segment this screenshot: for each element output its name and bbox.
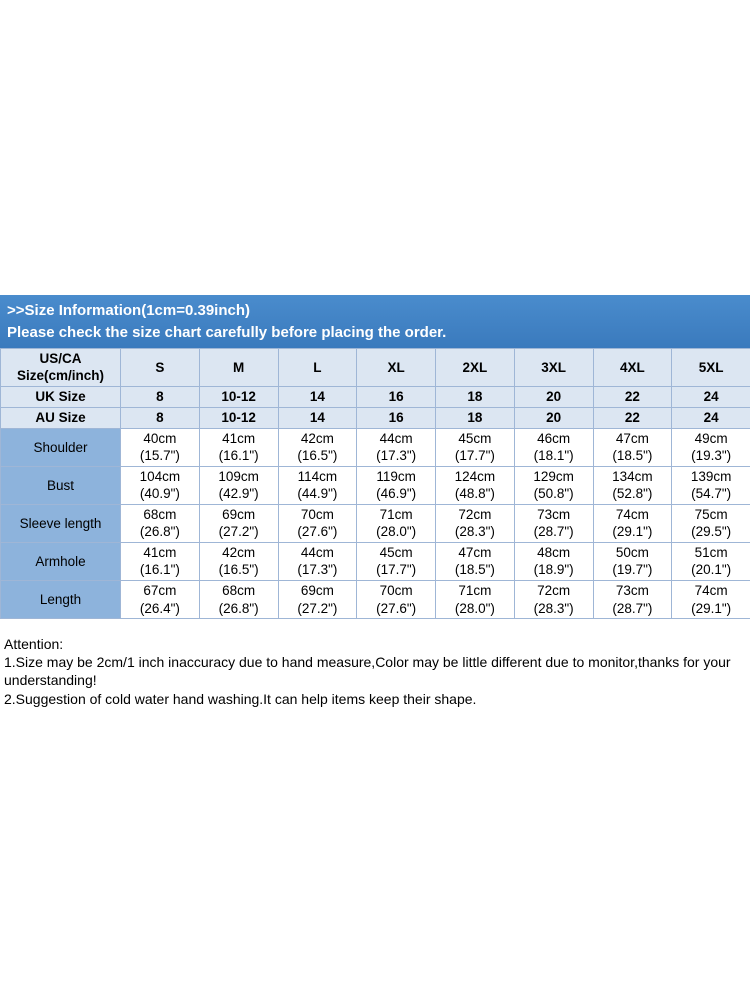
measurement-cell xyxy=(199,542,278,580)
measurement-inch: (44.9") xyxy=(297,486,338,502)
measurement-cell xyxy=(121,542,200,580)
region-size-cell: 8 xyxy=(121,407,200,428)
measurement-cell xyxy=(357,542,436,580)
size-header-cell: 2XL xyxy=(436,348,515,386)
measurement-cell xyxy=(672,504,750,542)
measurement-inch: (29.5") xyxy=(691,524,732,540)
measurement-inch: (29.1") xyxy=(691,600,732,616)
measurement-cm: 45cm xyxy=(458,430,492,446)
measurement-cm: 68cm xyxy=(143,506,177,522)
measurement-cell xyxy=(672,542,750,580)
region-size-cell: 20 xyxy=(514,407,593,428)
region-size-cell: 8 xyxy=(121,386,200,407)
measurement-cm: 114cm xyxy=(297,468,338,484)
measurement-inch: (16.5") xyxy=(297,448,338,464)
size-info-banner xyxy=(0,295,750,348)
measurement-cell xyxy=(514,504,593,542)
measurement-cm: 51cm xyxy=(694,544,728,560)
size-chart-table xyxy=(0,348,750,620)
measurement-cell xyxy=(436,542,515,580)
measurement-cell xyxy=(514,428,593,466)
region-size-row xyxy=(1,407,750,428)
measurement-cm: 73cm xyxy=(537,506,571,522)
measurement-inch: (27.6") xyxy=(297,524,338,540)
measurement-cell xyxy=(672,466,750,504)
measurement-cm: 41cm xyxy=(143,544,177,560)
measurement-cell xyxy=(199,504,278,542)
measurement-cm: 124cm xyxy=(454,468,496,484)
measurement-inch: (17.7") xyxy=(376,562,417,578)
measurement-cm: 75cm xyxy=(694,506,728,522)
measurement-inch: (17.7") xyxy=(454,448,495,464)
measurement-cell xyxy=(436,428,515,466)
measurement-inch: (52.8") xyxy=(612,486,653,502)
measurement-inch: (28.0") xyxy=(454,600,495,616)
measurement-cell xyxy=(593,504,672,542)
measurement-cm: 72cm xyxy=(458,506,492,522)
measurement-cell xyxy=(199,466,278,504)
measurement-cm: 70cm xyxy=(300,506,334,522)
measurement-cell xyxy=(436,504,515,542)
region-size-cell: 14 xyxy=(278,386,357,407)
measurement-cm: 44cm xyxy=(379,430,413,446)
measurement-cm: 50cm xyxy=(615,544,649,560)
measurement-inch: (20.1") xyxy=(691,562,732,578)
corner-header-cell xyxy=(1,348,121,386)
attention-note-1: 1.Size may be 2cm/1 inch inaccuracy due to hand measure,Color may be little different due to monitor,thanks for your understanding! xyxy=(4,654,731,689)
measurement-inch: (18.5") xyxy=(612,448,653,464)
measurement-cm: 45cm xyxy=(379,544,413,560)
measurement-inch: (28.3") xyxy=(533,600,574,616)
measurement-cm: 67cm xyxy=(143,582,177,598)
measurement-cell xyxy=(199,428,278,466)
region-size-cell: 18 xyxy=(436,407,515,428)
measurement-inch: (17.3") xyxy=(297,562,338,578)
size-header-cell: M xyxy=(199,348,278,386)
region-size-cell: 10-12 xyxy=(199,407,278,428)
measurement-inch: (26.4") xyxy=(139,600,180,616)
measurement-cell xyxy=(436,466,515,504)
region-size-cell: 16 xyxy=(357,386,436,407)
measurement-cm: 119cm xyxy=(376,468,416,484)
measurement-inch: (18.5") xyxy=(454,562,495,578)
size-header-row xyxy=(1,348,750,386)
size-header-cell: 5XL xyxy=(672,348,750,386)
measurement-cm: 139cm xyxy=(690,468,732,484)
region-size-label: UK Size xyxy=(1,386,121,407)
measurement-inch: (48.8") xyxy=(454,486,495,502)
measurement-cell xyxy=(278,504,357,542)
size-header-cell: XL xyxy=(357,348,436,386)
measurement-cm: 41cm xyxy=(222,430,256,446)
region-size-cell: 22 xyxy=(593,386,672,407)
measurement-cm: 73cm xyxy=(615,582,649,598)
measurement-cell xyxy=(593,580,672,618)
measurement-cm: 68cm xyxy=(222,582,256,598)
measurement-cm: 71cm xyxy=(379,506,413,522)
region-size-label: AU Size xyxy=(1,407,121,428)
measurement-cell xyxy=(199,580,278,618)
measurement-inch: (19.3") xyxy=(691,448,732,464)
attention-title: Attention: xyxy=(4,636,64,653)
measurement-cm: 70cm xyxy=(379,582,413,598)
measurement-cell xyxy=(278,580,357,618)
measurement-inch: (46.9") xyxy=(376,486,417,502)
measurement-inch: (50.8") xyxy=(533,486,574,502)
banner-line2: Please check the size chart carefully before placing the order. xyxy=(7,323,447,341)
measurement-inch: (40.9") xyxy=(139,486,180,502)
measurement-inch: (26.8") xyxy=(218,600,259,616)
measurement-cm: 129cm xyxy=(533,468,574,484)
measurement-cm: 74cm xyxy=(615,506,649,522)
measurement-row xyxy=(1,428,750,466)
measurement-cell xyxy=(514,580,593,618)
region-size-cell: 22 xyxy=(593,407,672,428)
measurement-cm: 47cm xyxy=(458,544,492,560)
measurement-cm: 42cm xyxy=(222,544,256,560)
measurement-inch: (28.0") xyxy=(376,524,417,540)
measurement-label: Shoulder xyxy=(1,428,121,466)
measurement-cm: 74cm xyxy=(694,582,728,598)
measurement-cm: 72cm xyxy=(537,582,571,598)
size-header-cell: L xyxy=(278,348,357,386)
measurement-row xyxy=(1,504,750,542)
measurement-cell xyxy=(593,466,672,504)
measurement-inch: (19.7") xyxy=(612,562,653,578)
measurement-label: Length xyxy=(1,580,121,618)
measurement-label: Sleeve length xyxy=(1,504,121,542)
measurement-cm: 47cm xyxy=(615,430,649,446)
measurement-cm: 69cm xyxy=(222,506,256,522)
measurement-inch: (18.9") xyxy=(533,562,574,578)
measurement-inch: (18.1") xyxy=(533,448,574,464)
attention-section xyxy=(4,635,746,708)
measurement-inch: (28.7") xyxy=(612,600,653,616)
measurement-cm: 40cm xyxy=(143,430,177,446)
measurement-cell xyxy=(672,428,750,466)
measurement-cm: 104cm xyxy=(139,468,181,484)
region-size-cell: 20 xyxy=(514,386,593,407)
region-size-cell: 24 xyxy=(672,386,750,407)
measurement-cm: 69cm xyxy=(300,582,334,598)
measurement-cm: 46cm xyxy=(537,430,571,446)
measurement-inch: (16.1") xyxy=(139,562,180,578)
measurement-row xyxy=(1,580,750,618)
banner-line1: >>Size Information(1cm=0.39inch) xyxy=(7,302,250,319)
measurement-inch: (27.2") xyxy=(218,524,259,540)
measurement-cm: 49cm xyxy=(694,430,728,446)
measurement-inch: (26.8") xyxy=(139,524,180,540)
region-size-cell: 16 xyxy=(357,407,436,428)
measurement-cell xyxy=(278,428,357,466)
measurement-inch: (15.7") xyxy=(139,448,180,464)
measurement-inch: (27.2") xyxy=(297,600,338,616)
measurement-inch: (27.6") xyxy=(376,600,417,616)
measurement-cell xyxy=(357,466,436,504)
measurement-cell xyxy=(121,504,200,542)
region-size-cell: 10-12 xyxy=(199,386,278,407)
measurement-cm: 109cm xyxy=(218,468,259,484)
measurement-cm: 42cm xyxy=(300,430,334,446)
region-size-cell: 14 xyxy=(278,407,357,428)
measurement-cell xyxy=(357,580,436,618)
size-header-cell: 4XL xyxy=(593,348,672,386)
measurement-cell xyxy=(593,428,672,466)
measurement-inch: (16.5") xyxy=(218,562,259,578)
measurement-label: Bust xyxy=(1,466,121,504)
measurement-cm: 134cm xyxy=(612,468,653,484)
size-header-cell: S xyxy=(121,348,200,386)
measurement-cm: 48cm xyxy=(537,544,571,560)
measurement-cell xyxy=(121,580,200,618)
measurement-cm: 44cm xyxy=(300,544,334,560)
corner-line1: US/CA xyxy=(39,350,82,366)
measurement-inch: (28.7") xyxy=(533,524,574,540)
attention-note-2: 2.Suggestion of cold water hand washing.It can help items keep their shape. xyxy=(4,690,477,707)
measurement-cell xyxy=(514,466,593,504)
measurement-cell xyxy=(121,428,200,466)
measurement-inch: (42.9") xyxy=(218,486,259,502)
measurement-cell xyxy=(593,542,672,580)
measurement-inch: (54.7") xyxy=(691,486,732,502)
measurement-inch: (16.1") xyxy=(218,448,259,464)
measurement-cell xyxy=(121,466,200,504)
measurement-row xyxy=(1,466,750,504)
size-header-cell: 3XL xyxy=(514,348,593,386)
measurement-cell xyxy=(357,504,436,542)
measurement-cell xyxy=(357,428,436,466)
measurement-cell xyxy=(672,580,750,618)
measurement-inch: (29.1") xyxy=(612,524,653,540)
measurement-cell xyxy=(436,580,515,618)
measurement-inch: (17.3") xyxy=(376,448,417,464)
region-size-cell: 24 xyxy=(672,407,750,428)
measurement-cell xyxy=(278,466,357,504)
region-size-cell: 18 xyxy=(436,386,515,407)
measurement-row xyxy=(1,542,750,580)
corner-line2: Size(cm/inch) xyxy=(16,368,105,384)
measurement-cell xyxy=(514,542,593,580)
measurement-cell xyxy=(278,542,357,580)
measurement-cm: 71cm xyxy=(458,582,492,598)
measurement-label: Armhole xyxy=(1,542,121,580)
measurement-inch: (28.3") xyxy=(454,524,495,540)
region-size-row xyxy=(1,386,750,407)
